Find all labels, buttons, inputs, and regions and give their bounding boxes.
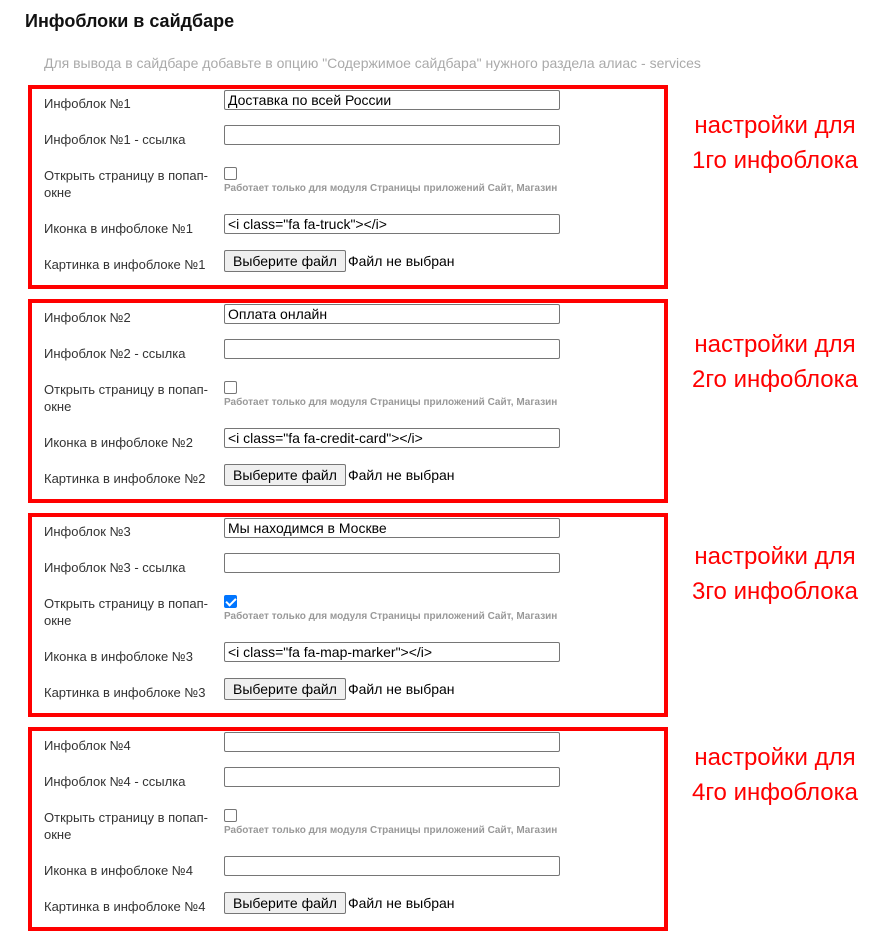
popup-label: Открыть страницу в попап-окне (44, 810, 209, 842)
infoblock-title-input[interactable] (224, 732, 560, 752)
annotation (675, 108, 875, 178)
infoblock-title-label: Инфоблок №4 (44, 738, 131, 753)
popup-label: Открыть страницу в попап-окне (44, 382, 209, 414)
infoblock-icon-label: Иконка в инфоблоке №2 (44, 435, 193, 450)
infoblock-title-input[interactable] (224, 90, 560, 110)
file-status: Файл не выбран (348, 681, 455, 697)
infoblock-4-settings (0, 727, 886, 941)
infoblock-icon-input[interactable] (224, 642, 560, 662)
file-status: Файл не выбран (348, 467, 455, 483)
popup-label: Открыть страницу в попап-окне (44, 596, 209, 628)
annotation-line-2: 4го инфоблока (691, 779, 858, 806)
popup-checkbox[interactable] (224, 809, 237, 822)
popup-note: Работает только для модуля Страницы приложений Сайт, Магазин (224, 611, 558, 622)
popup-note: Работает только для модуля Страницы приложений Сайт, Магазин (224, 397, 558, 408)
file-status: Файл не выбран (348, 253, 455, 269)
infoblock-link-input[interactable] (224, 125, 560, 145)
infoblock-title-label: Инфоблок №3 (44, 524, 131, 539)
infoblock-link-input[interactable] (224, 339, 560, 359)
infoblock-icon-input[interactable] (224, 428, 560, 448)
infoblock-icon-label: Иконка в инфоблоке №3 (44, 649, 193, 664)
choose-file-button[interactable]: Выберите файл (224, 892, 346, 914)
infoblock-link-label: Инфоблок №1 - ссылка (44, 132, 186, 147)
annotation-line-2: 3го инфоблока (691, 578, 858, 605)
infoblock-link-input[interactable] (224, 553, 560, 573)
popup-checkbox[interactable] (224, 381, 237, 394)
annotation-line-2: 1го инфоблока (691, 147, 858, 174)
popup-note: Работает только для модуля Страницы приложений Сайт, Магазин (224, 183, 558, 194)
infoblock-icon-input[interactable] (224, 856, 560, 876)
infoblock-title-label: Инфоблок №1 (44, 96, 131, 111)
annotation-line-1: настройки для (694, 331, 856, 358)
choose-file-button[interactable]: Выберите файл (224, 464, 346, 486)
infoblock-image-label: Картинка в инфоблоке №2 (44, 471, 206, 486)
annotation-line-1: настройки для (694, 112, 856, 139)
popup-label: Открыть страницу в попап-окне (44, 168, 209, 200)
infoblock-image-label: Картинка в инфоблоке №1 (44, 257, 206, 272)
annotation-line-2: 2го инфоблока (691, 366, 858, 393)
infoblock-icon-label: Иконка в инфоблоке №4 (44, 863, 193, 878)
annotation (675, 539, 875, 609)
file-status: Файл не выбран (348, 895, 455, 911)
infoblock-link-label: Инфоблок №2 - ссылка (44, 346, 186, 361)
choose-file-button[interactable]: Выберите файл (224, 678, 346, 700)
infoblock-link-label: Инфоблок №3 - ссылка (44, 560, 186, 575)
infoblock-link-label: Инфоблок №4 - ссылка (44, 774, 186, 789)
infoblock-icon-label: Иконка в инфоблоке №1 (44, 221, 193, 236)
infoblock-title-input[interactable] (224, 518, 560, 538)
infoblock-3-settings (0, 513, 886, 727)
infoblock-image-label: Картинка в инфоблоке №3 (44, 685, 206, 700)
choose-file-button[interactable]: Выберите файл (224, 250, 346, 272)
popup-checkbox[interactable] (224, 595, 237, 608)
infoblock-title-input[interactable] (224, 304, 560, 324)
infoblock-2-settings (0, 299, 886, 513)
infoblock-image-label: Картинка в инфоблоке №4 (44, 899, 206, 914)
infoblock-link-input[interactable] (224, 767, 560, 787)
annotation (675, 327, 875, 397)
annotation-line-1: настройки для (694, 543, 856, 570)
infoblock-title-label: Инфоблок №2 (44, 310, 131, 325)
popup-checkbox[interactable] (224, 167, 237, 180)
sidebar-hint: Для вывода в сайдбаре добавьте в опцию "Содержимое сайдбара" нужного раздела алиас - services (44, 55, 701, 71)
infoblock-icon-input[interactable] (224, 214, 560, 234)
page-title: Инфоблоки в сайдбаре (25, 11, 235, 31)
popup-note: Работает только для модуля Страницы приложений Сайт, Магазин (224, 825, 558, 836)
annotation-line-1: настройки для (694, 744, 856, 771)
infoblock-1-settings (0, 85, 886, 299)
annotation (675, 740, 875, 810)
